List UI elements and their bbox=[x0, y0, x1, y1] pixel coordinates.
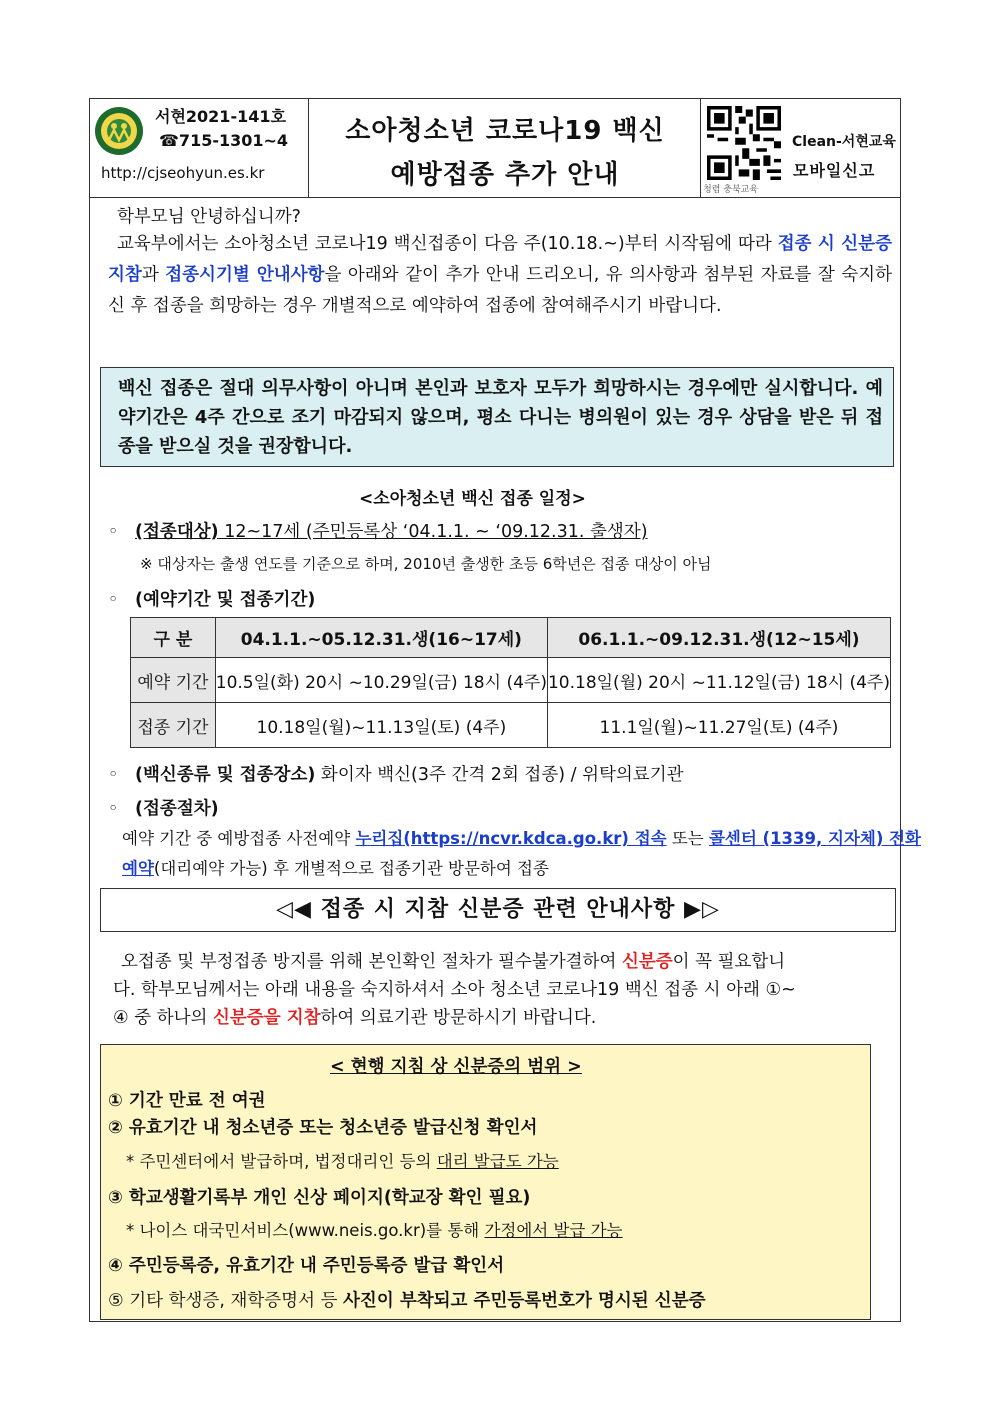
greeting: 학부모님 안녕하십니까? bbox=[117, 207, 301, 227]
call-center-link-cont[interactable]: 예약 bbox=[122, 859, 154, 878]
bullet: ◦ bbox=[108, 765, 119, 785]
vaccine-value: 화이자 백신(3주 간격 2회 접종) / 위탁의료기관 bbox=[315, 765, 684, 785]
table-cell: 10.18일(월)~11.13일(토) (4주) bbox=[215, 703, 547, 748]
procedure-line bbox=[108, 795, 219, 820]
procedure-text-2 bbox=[122, 855, 549, 879]
procedure-text-1 bbox=[122, 825, 921, 849]
procedure-rest: (대리예약 가능) 후 개별적으로 접종기관 방문하여 접종 bbox=[153, 859, 549, 878]
phone-number: ☎715-1301~4 bbox=[159, 131, 289, 150]
title-line-2: 예방접종 추가 안내 bbox=[390, 160, 620, 190]
highlight-period-info: 접종시기별 안내사항 bbox=[165, 265, 325, 285]
mobile-report-label: 모바일신고 bbox=[793, 161, 876, 180]
vaccine-line bbox=[108, 761, 684, 786]
title-line-1: 소아청소년 코로나19 백신 bbox=[345, 116, 665, 146]
school-url[interactable]: http://cjseohyun.es.kr bbox=[101, 164, 265, 182]
id-section-heading: ◁◀ 접종 시 지참 신분증 관련 안내사항 ▶▷ bbox=[100, 888, 896, 932]
table-header-cell: 06.1.1.~09.12.31.생(12~15세) bbox=[547, 618, 890, 658]
id-text: 이 꼭 필요합니 bbox=[672, 952, 786, 972]
intro-line-a: 교육부에서는 소아청소년 코로나19 백신접종이 다음 주(10.18.~)부터 시작됨에 따라 bbox=[117, 234, 772, 254]
note-underline: 가정에서 발급 가능 bbox=[484, 1221, 623, 1240]
clean-label: Clean-서현교육 bbox=[792, 134, 896, 150]
bullet: ◦ bbox=[108, 799, 119, 819]
table-header-cell: 구 분 bbox=[131, 618, 216, 658]
note-text: * 주민센터에서 발급하며, 법정대리인 등의 bbox=[126, 1152, 437, 1171]
period-label: (예약기간 및 접종기간) bbox=[135, 590, 316, 610]
school-info-cell bbox=[89, 98, 309, 197]
intro-line-d: 접종에 참여해주시기 바랍니다. bbox=[485, 296, 722, 316]
highlight-id-required: 접종 시 신분증 지참 bbox=[108, 234, 892, 285]
target-note: ※ 대상자는 출생 연도를 기준으로 하며, 2010년 출생한 초등 6학년은 접종 대상이 아님 bbox=[140, 555, 712, 573]
table-cell: 10.5일(화) 20시 ~10.29일(금) 18시 (4주) bbox=[215, 658, 547, 703]
school-emblem-icon bbox=[94, 106, 144, 156]
schedule-table bbox=[130, 617, 891, 748]
table-row-label: 예약 기간 bbox=[131, 658, 216, 703]
intro-line-b: 을 아래와 같이 추가 안내 드리오니, 유 bbox=[324, 265, 623, 285]
title-cell bbox=[309, 98, 701, 197]
id-paragraph-line-3 bbox=[113, 1004, 596, 1029]
period-line bbox=[108, 586, 315, 611]
target-value: 12~17세 (주민등록상 ‘04.1.1. ~ ‘09.12.31. 출생자) bbox=[218, 522, 648, 542]
id-item-3-note bbox=[126, 1217, 623, 1241]
document-number: 서현2021-141호 bbox=[155, 107, 286, 126]
item5-text: ⑤ 기타 학생증, 재학증명서 등 bbox=[108, 1291, 344, 1311]
ncvr-link[interactable]: 누리집(https://ncvr.kdca.go.kr) 접속 bbox=[355, 829, 667, 848]
procedure-connector: 또는 bbox=[666, 829, 709, 848]
target-label: (접종대상) bbox=[135, 522, 219, 542]
table-row bbox=[131, 703, 891, 748]
id-item-4: ④ 주민등록증, 유효기간 내 주민등록증 발급 확인서 bbox=[108, 1256, 505, 1276]
document-header bbox=[89, 98, 901, 198]
item5-bold: 사진이 부착되고 주민등록번호가 명시된 신분증 bbox=[343, 1291, 706, 1311]
id-required-highlight: 신분증 bbox=[621, 952, 673, 972]
qr-caption: 청렴 충북교육 bbox=[703, 185, 759, 195]
voluntary-notice-box: 백신 접종은 절대 의무사항이 아니며 본인과 보호자 모두가 희망하시는 경우에만 실시합니다. 예약기간은 4주 간으로 조기 마감되지 않으며, 평소 다니는 병의원이 있는 경우 상담을 받은 뒤 접종을 받으실 것을 권장합니다. bbox=[100, 367, 894, 467]
target-line bbox=[108, 518, 648, 543]
procedure-label: (접종절차) bbox=[135, 799, 219, 819]
id-item-1: ① 기간 만료 전 여권 bbox=[108, 1091, 266, 1111]
intro-line-c: 의사항과 첨부된 자료를 잘 숙지하신 후 접종을 희망하는 경우 개별적으로 예약하여 bbox=[108, 265, 892, 316]
procedure-text: 예약 기간 중 예방접종 사전예약 bbox=[122, 829, 356, 848]
table-row bbox=[131, 658, 891, 703]
id-scope-box bbox=[100, 1044, 871, 1320]
id-text: 하여 의료기관 방문하시기 바랍니다. bbox=[320, 1008, 597, 1028]
vaccine-label: (백신종류 및 접종장소) bbox=[135, 765, 316, 785]
id-paragraph-line-1 bbox=[121, 948, 785, 973]
bullet: ◦ bbox=[108, 522, 119, 542]
intro-paragraph bbox=[108, 229, 892, 322]
call-center-link[interactable]: 콜센터 (1339, 지자체) 전화 bbox=[708, 829, 921, 848]
table-cell: 10.18일(월) 20시 ~11.12일(금) 18시 (4주) bbox=[547, 658, 890, 703]
id-item-3: ③ 학교생활기록부 개인 신상 페이지(학교장 확인 필요) bbox=[108, 1188, 531, 1208]
id-item-2-note bbox=[126, 1148, 559, 1172]
id-text: 오접종 및 부정접종 방지를 위해 본인확인 절차가 필수불가결하여 bbox=[121, 952, 622, 972]
id-text: ④ 중 하나의 bbox=[113, 1008, 213, 1028]
table-header-cell: 04.1.1.~05.12.31.생(16~17세) bbox=[215, 618, 547, 658]
schedule-heading: <소아청소년 백신 접종 일정> bbox=[359, 489, 586, 509]
id-paragraph-line-2: 다. 학부모님께서는 아래 내용을 숙지하셔서 소아 청소년 코로나19 백신 접종 시 아래 ①~ bbox=[113, 980, 796, 1000]
note-underline: 대리 발급도 가능 bbox=[436, 1152, 559, 1171]
table-row-label: 접종 기간 bbox=[131, 703, 216, 748]
qr-code-icon[interactable] bbox=[707, 106, 781, 180]
note-text: * 나이스 대국민서비스(www.neis.go.kr)를 통해 bbox=[126, 1221, 485, 1240]
table-cell: 11.1일(월)~11.27일(토) (4주) bbox=[547, 703, 890, 748]
intro-connector: 과 bbox=[141, 265, 159, 285]
id-item-5 bbox=[108, 1287, 706, 1312]
id-scope-title: < 현행 지침 상 신분증의 범위 > bbox=[330, 1057, 582, 1077]
bullet: ◦ bbox=[108, 590, 119, 610]
id-item-2: ② 유효기간 내 청소년증 또는 청소년증 발급신청 확인서 bbox=[108, 1118, 538, 1138]
bring-id-highlight: 신분증을 지참 bbox=[213, 1008, 321, 1028]
